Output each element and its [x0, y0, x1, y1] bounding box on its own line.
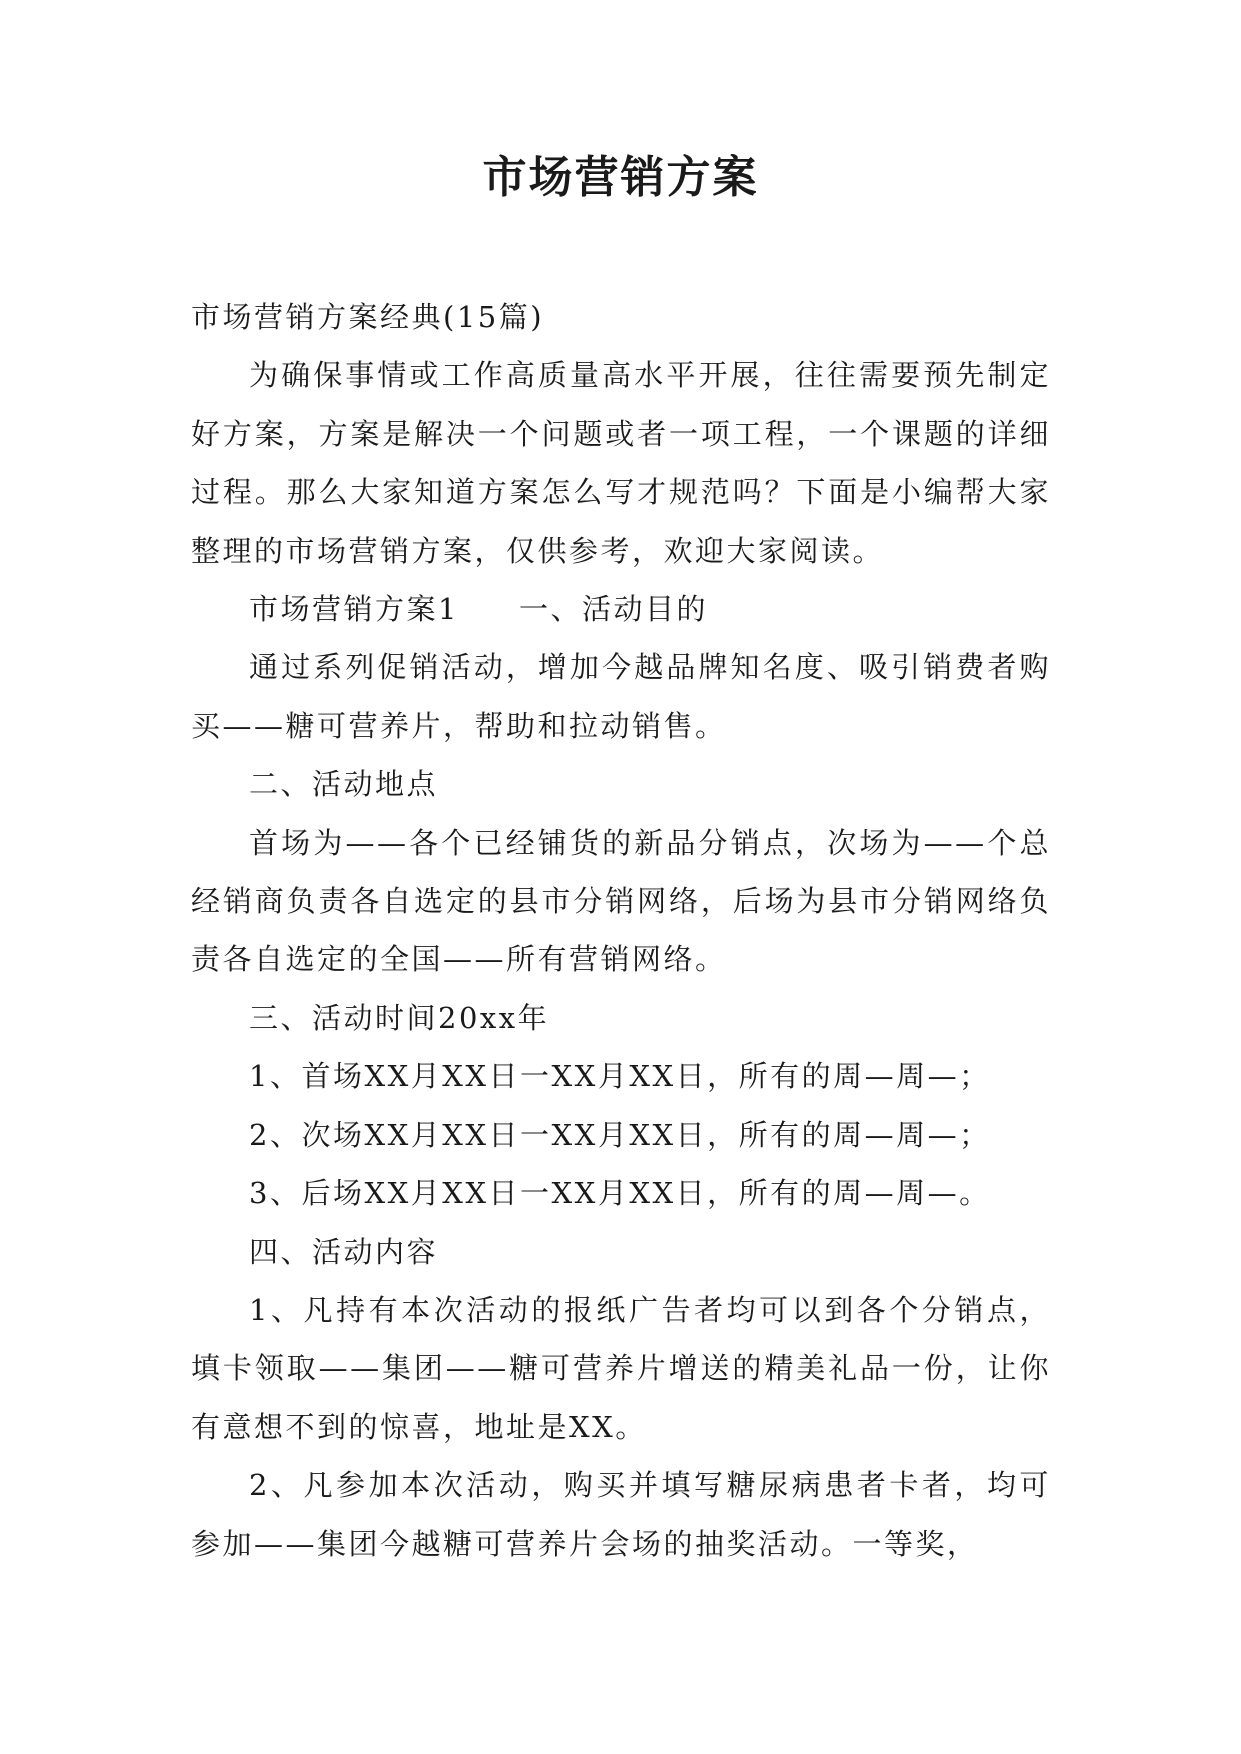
section-heading-line	[191, 580, 1051, 638]
document-body	[191, 288, 1051, 1573]
section-label: 市场营销方案1	[249, 592, 459, 627]
document-subtitle: 市场营销方案经典(15篇)	[191, 300, 545, 334]
content-item-1: 1、凡持有本次活动的报纸广告者均可以到各个分销点，填卡领取——集团——糖可营养片增送的精美礼品一份，让你有意想不到的惊喜，地址是XX。	[191, 1292, 1051, 1444]
time-item-3: 3、后场XX月XX日一XX月XX日，所有的周—周—。	[249, 1176, 991, 1211]
heading-content: 四、活动内容	[249, 1234, 439, 1269]
heading-location: 二、活动地点	[249, 767, 439, 802]
intro-paragraph: 为确保事情或工作高质量高水平开展，往往需要预先制定好方案，方案是解决一个问题或者一项工程，一个课题的详细过程。那么大家知道方案怎么写才规范吗？下面是小编帮大家整理的市场营销方案，仅供参考，欢迎大家阅读。	[191, 358, 1051, 568]
purpose-paragraph: 通过系列促销活动，增加今越品牌知名度、吸引销费者购买——糖可营养片，帮助和拉动销售。	[191, 650, 1051, 743]
time-item-2: 2、次场XX月XX日一XX月XX日，所有的周—周—；	[249, 1117, 991, 1152]
location-paragraph: 首场为——各个已经铺货的新品分销点，次场为——个总经销商负责各自选定的县市分销网络，后场为县市分销网络负责各自选定的全国——所有营销网络。	[191, 825, 1051, 977]
heading-purpose: 一、活动目的	[518, 592, 708, 627]
content-item-2: 2、凡参加本次活动，购买并填写糖尿病患者卡者，均可参加——集团今越糖可营养片会场的抽奖活动。一等奖，	[191, 1468, 1051, 1561]
time-item-1: 1、首场XX月XX日一XX月XX日，所有的周—周—；	[249, 1059, 991, 1094]
heading-time: 三、活动时间20xx年	[249, 1000, 550, 1035]
page-title: 市场营销方案	[482, 152, 759, 203]
